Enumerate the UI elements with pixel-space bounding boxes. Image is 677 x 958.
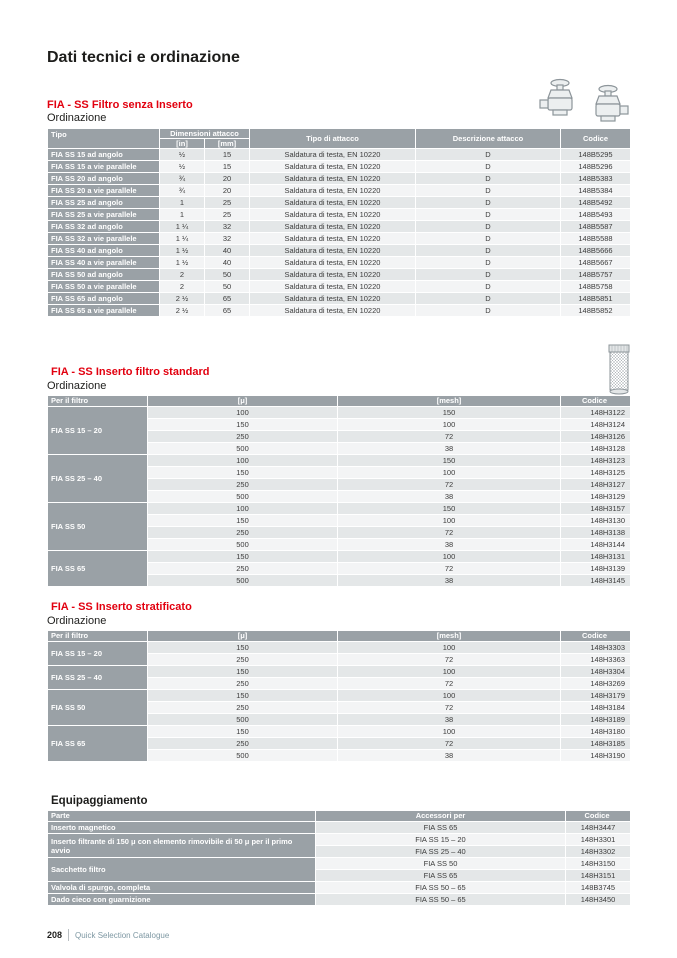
- cell-in: 1 ¼: [160, 221, 205, 233]
- table-row: [48, 197, 631, 209]
- col-header-mesh: [mesh]: [338, 396, 561, 407]
- table-row: [48, 209, 631, 221]
- cell-codice: 148B3745: [566, 882, 631, 894]
- cell-attacco: Saldatura di testa, EN 10220: [250, 161, 416, 173]
- cell-in: ½: [160, 149, 205, 161]
- cell-group-label: FIA SS 65: [48, 726, 148, 762]
- col-header-tipo: Tipo: [48, 129, 160, 149]
- cell-codice: 148B5758: [561, 281, 631, 293]
- cell-descrizione: D: [416, 173, 561, 185]
- cell-in: 2: [160, 281, 205, 293]
- cell-micron: 250: [148, 431, 338, 443]
- footer-divider: [68, 929, 69, 941]
- table-row: [48, 666, 631, 678]
- equipment-group: [48, 822, 631, 834]
- cell-tipo: FIA SS 40 a vie parallele: [48, 257, 160, 269]
- table-row: [48, 834, 631, 846]
- cell-attacco: Saldatura di testa, EN 10220: [250, 209, 416, 221]
- subheading-ordinazione-2: Ordinazione: [47, 380, 107, 392]
- cell-attacco: Saldatura di testa, EN 10220: [250, 257, 416, 269]
- cell-tipo: FIA SS 65 a vie parallele: [48, 305, 160, 317]
- cell-mesh: 72: [338, 563, 561, 575]
- cell-in: ¾: [160, 185, 205, 197]
- cell-codice: 148B5852: [561, 305, 631, 317]
- cell-codice: 148B5757: [561, 269, 631, 281]
- cell-parte: Valvola di spurgo, completa: [48, 882, 316, 894]
- col-header-micron: [μ]: [148, 631, 338, 642]
- cell-codice: 148H3157: [561, 503, 631, 515]
- table-header: [48, 631, 631, 642]
- page-number: 208: [47, 930, 63, 940]
- cell-attacco: Saldatura di testa, EN 10220: [250, 149, 416, 161]
- page-title: Dati tecnici e ordinazione: [47, 49, 240, 66]
- table-row: [48, 281, 631, 293]
- cell-mesh: 100: [338, 467, 561, 479]
- cell-parte: Inserto filtrante di 150 μ con elemento rimovibile di 50 μ per il primo avvio: [48, 834, 316, 858]
- cell-codice: 148H3180: [561, 726, 631, 738]
- cell-attacco: Saldatura di testa, EN 10220: [250, 305, 416, 317]
- cell-group-label: FIA SS 65: [48, 551, 148, 587]
- cell-descrizione: D: [416, 221, 561, 233]
- cell-in: 1 ½: [160, 245, 205, 257]
- cell-codice: 148H3123: [561, 455, 631, 467]
- cell-attacco: Saldatura di testa, EN 10220: [250, 197, 416, 209]
- cell-codice: 148H3450: [566, 894, 631, 906]
- equipaggiamento-table: [47, 810, 631, 906]
- catalogue-name: Quick Selection Catalogue: [75, 930, 170, 940]
- cell-micron: 500: [148, 491, 338, 503]
- cell-micron: 500: [148, 750, 338, 762]
- col-header-per-il-filtro: Per il filtro: [48, 396, 148, 407]
- cell-codice: 148H3302: [566, 846, 631, 858]
- cell-codice: 148H3129: [561, 491, 631, 503]
- table-row: [48, 882, 631, 894]
- cell-codice: 148B5587: [561, 221, 631, 233]
- cell-tipo: FIA SS 25 a vie parallele: [48, 209, 160, 221]
- cell-codice: 148H3269: [561, 678, 631, 690]
- cell-micron: 250: [148, 678, 338, 690]
- cell-codice: 148B5667: [561, 257, 631, 269]
- cell-mm: 15: [205, 149, 250, 161]
- cell-attacco: Saldatura di testa, EN 10220: [250, 245, 416, 257]
- cell-mm: 20: [205, 185, 250, 197]
- filter-insert-illustration: [602, 344, 636, 396]
- cell-micron: 150: [148, 419, 338, 431]
- col-header-mesh: [mesh]: [338, 631, 561, 642]
- table-row: [48, 293, 631, 305]
- cell-group-label: FIA SS 15 – 20: [48, 642, 148, 666]
- cell-mesh: 150: [338, 407, 561, 419]
- cell-in: 2 ½: [160, 305, 205, 317]
- filter-group: [48, 666, 631, 690]
- cell-mesh: 100: [338, 642, 561, 654]
- cell-micron: 500: [148, 443, 338, 455]
- table-row: [48, 305, 631, 317]
- cell-codice: 148H3184: [561, 702, 631, 714]
- col-header-accessori-per: Accessori per: [316, 811, 566, 822]
- cell-descrizione: D: [416, 281, 561, 293]
- cell-codice: 148H3151: [566, 870, 631, 882]
- cell-mesh: 100: [338, 419, 561, 431]
- table-header: [48, 129, 631, 149]
- cell-codice: 148H3304: [561, 666, 631, 678]
- cell-micron: 250: [148, 702, 338, 714]
- cell-mesh: 100: [338, 551, 561, 563]
- cell-mm: 25: [205, 209, 250, 221]
- cell-descrizione: D: [416, 269, 561, 281]
- cell-attacco: Saldatura di testa, EN 10220: [250, 281, 416, 293]
- cell-attacco: Saldatura di testa, EN 10220: [250, 269, 416, 281]
- cell-mesh: 100: [338, 515, 561, 527]
- cell-codice: 148H3122: [561, 407, 631, 419]
- cell-mesh: 38: [338, 750, 561, 762]
- equipment-group: [48, 882, 631, 894]
- cell-accessori: FIA SS 50: [316, 858, 566, 870]
- cell-attacco: Saldatura di testa, EN 10220: [250, 293, 416, 305]
- cell-mesh: 150: [338, 455, 561, 467]
- cell-accessori: FIA SS 50 – 65: [316, 894, 566, 906]
- col-header-mm: [mm]: [205, 139, 250, 149]
- cell-codice: 148B5383: [561, 173, 631, 185]
- cell-micron: 150: [148, 551, 338, 563]
- cell-codice: 148H3125: [561, 467, 631, 479]
- cell-codice: 148B5851: [561, 293, 631, 305]
- cell-descrizione: D: [416, 161, 561, 173]
- filter-group: [48, 551, 631, 587]
- cell-group-label: FIA SS 50: [48, 503, 148, 551]
- cell-micron: 250: [148, 738, 338, 750]
- cell-micron: 250: [148, 563, 338, 575]
- cell-mesh: 150: [338, 503, 561, 515]
- section-heading-inserto-standard: FIA - SS Inserto filtro standard: [51, 366, 210, 378]
- cell-mesh: 38: [338, 539, 561, 551]
- cell-mesh: 100: [338, 666, 561, 678]
- cell-codice: 148H3130: [561, 515, 631, 527]
- cell-mesh: 38: [338, 575, 561, 587]
- cell-codice: 148B5295: [561, 149, 631, 161]
- cell-mm: 25: [205, 197, 250, 209]
- cell-codice: 148B5384: [561, 185, 631, 197]
- cell-tipo: FIA SS 65 ad angolo: [48, 293, 160, 305]
- table-row: [48, 894, 631, 906]
- cell-attacco: Saldatura di testa, EN 10220: [250, 221, 416, 233]
- table-row: [48, 173, 631, 185]
- section-heading-filtro-senza-inserto: FIA - SS Filtro senza Inserto: [47, 99, 193, 111]
- col-header-per-il-filtro: Per il filtro: [48, 631, 148, 642]
- col-header-micron: [μ]: [148, 396, 338, 407]
- cell-descrizione: D: [416, 293, 561, 305]
- cell-accessori: FIA SS 50 – 65: [316, 882, 566, 894]
- cell-codice: 148B5666: [561, 245, 631, 257]
- cell-mesh: 38: [338, 443, 561, 455]
- cell-tipo: FIA SS 32 ad angolo: [48, 221, 160, 233]
- table-row: [48, 185, 631, 197]
- cell-descrizione: D: [416, 233, 561, 245]
- table-row: [48, 257, 631, 269]
- table-row: [48, 455, 631, 467]
- inserto-standard-table: [47, 395, 631, 587]
- cell-tipo: FIA SS 50 a vie parallele: [48, 281, 160, 293]
- cell-micron: 500: [148, 539, 338, 551]
- table-row: [48, 690, 631, 702]
- filter-group: [48, 407, 631, 455]
- cell-codice: 148H3150: [566, 858, 631, 870]
- cell-codice: 148H3127: [561, 479, 631, 491]
- table-row: [48, 503, 631, 515]
- cell-accessori: FIA SS 65: [316, 870, 566, 882]
- table-header: [48, 396, 631, 407]
- cell-descrizione: D: [416, 257, 561, 269]
- filter-group: [48, 503, 631, 551]
- col-header-descrizione-attacco: Descrizione attacco: [416, 129, 561, 149]
- valve-housings-illustration: [538, 76, 638, 128]
- cell-micron: 150: [148, 666, 338, 678]
- col-header-codice: Codice: [561, 396, 631, 407]
- cell-mesh: 72: [338, 431, 561, 443]
- cell-codice: 148H3126: [561, 431, 631, 443]
- cell-codice: 148B5588: [561, 233, 631, 245]
- table-row: [48, 822, 631, 834]
- cell-micron: 150: [148, 726, 338, 738]
- cell-micron: 150: [148, 690, 338, 702]
- table-row: [48, 726, 631, 738]
- table-row: [48, 551, 631, 563]
- table-row: [48, 221, 631, 233]
- cell-mesh: 100: [338, 726, 561, 738]
- cell-codice: 148H3128: [561, 443, 631, 455]
- cell-tipo: FIA SS 32 a vie parallele: [48, 233, 160, 245]
- cell-in: 1 ½: [160, 257, 205, 269]
- cell-codice: 148H3179: [561, 690, 631, 702]
- equipment-group: [48, 894, 631, 906]
- cell-in: 2 ½: [160, 293, 205, 305]
- cell-descrizione: D: [416, 197, 561, 209]
- filtro-senza-inserto-table: [47, 128, 631, 317]
- cell-mesh: 72: [338, 479, 561, 491]
- cell-mm: 50: [205, 281, 250, 293]
- cell-codice: 148H3189: [561, 714, 631, 726]
- cell-micron: 150: [148, 515, 338, 527]
- cell-codice: 148H3447: [566, 822, 631, 834]
- cell-codice: 148H3190: [561, 750, 631, 762]
- cell-micron: 250: [148, 527, 338, 539]
- cell-codice: 148H3185: [561, 738, 631, 750]
- table-row: [48, 858, 631, 870]
- cell-tipo: FIA SS 50 ad angolo: [48, 269, 160, 281]
- cell-in: ½: [160, 161, 205, 173]
- cell-descrizione: D: [416, 305, 561, 317]
- col-header-parte: Parte: [48, 811, 316, 822]
- cell-parte: Inserto magnetico: [48, 822, 316, 834]
- cell-group-label: FIA SS 25 – 40: [48, 455, 148, 503]
- cell-accessori: FIA SS 15 – 20: [316, 834, 566, 846]
- cell-descrizione: D: [416, 185, 561, 197]
- cell-codice: 148B5493: [561, 209, 631, 221]
- section-heading-equipaggiamento: Equipaggiamento: [51, 795, 148, 807]
- cell-attacco: Saldatura di testa, EN 10220: [250, 185, 416, 197]
- cell-mm: 40: [205, 257, 250, 269]
- cell-descrizione: D: [416, 245, 561, 257]
- cell-micron: 100: [148, 407, 338, 419]
- equipment-group: [48, 858, 631, 882]
- cell-mesh: 100: [338, 690, 561, 702]
- cell-codice: 148H3124: [561, 419, 631, 431]
- cell-codice: 148B5492: [561, 197, 631, 209]
- cell-mm: 32: [205, 221, 250, 233]
- cell-micron: 500: [148, 714, 338, 726]
- cell-in: 1: [160, 197, 205, 209]
- cell-attacco: Saldatura di testa, EN 10220: [250, 233, 416, 245]
- cell-mesh: 72: [338, 702, 561, 714]
- cell-in: 1: [160, 209, 205, 221]
- col-header-codice: Codice: [566, 811, 631, 822]
- subheading-ordinazione-3: Ordinazione: [47, 615, 107, 627]
- table-header: [48, 811, 631, 822]
- cell-codice: 148B5296: [561, 161, 631, 173]
- col-header-in: [in]: [160, 139, 205, 149]
- cell-accessori: FIA SS 65: [316, 822, 566, 834]
- cell-micron: 500: [148, 575, 338, 587]
- cell-tipo: FIA SS 40 ad angolo: [48, 245, 160, 257]
- col-header-dimensioni-attacco: Dimensioni attacco: [160, 129, 250, 139]
- cell-micron: 150: [148, 467, 338, 479]
- page-footer: [47, 929, 169, 941]
- cell-group-label: FIA SS 15 – 20: [48, 407, 148, 455]
- cell-tipo: FIA SS 20 a vie parallele: [48, 185, 160, 197]
- col-header-codice: Codice: [561, 129, 631, 149]
- filter-group: [48, 455, 631, 503]
- cell-group-label: FIA SS 50: [48, 690, 148, 726]
- cell-mesh: 72: [338, 527, 561, 539]
- cell-codice: 148H3139: [561, 563, 631, 575]
- cell-tipo: FIA SS 15 a vie parallele: [48, 161, 160, 173]
- col-header-codice: Codice: [561, 631, 631, 642]
- cell-mm: 65: [205, 305, 250, 317]
- col-header-tipo-di-attacco: Tipo di attacco: [250, 129, 416, 149]
- table-row: [48, 233, 631, 245]
- filter-group: [48, 690, 631, 726]
- cell-descrizione: D: [416, 209, 561, 221]
- cell-mesh: 72: [338, 678, 561, 690]
- cell-micron: 100: [148, 503, 338, 515]
- equipment-group: [48, 834, 631, 858]
- cell-parte: Dado cieco con guarnizione: [48, 894, 316, 906]
- cell-attacco: Saldatura di testa, EN 10220: [250, 173, 416, 185]
- subheading-ordinazione-1: Ordinazione: [47, 112, 107, 124]
- cell-micron: 250: [148, 654, 338, 666]
- cell-in: ¾: [160, 173, 205, 185]
- cell-parte: Sacchetto filtro: [48, 858, 316, 882]
- cell-mesh: 38: [338, 714, 561, 726]
- cell-mm: 32: [205, 233, 250, 245]
- table-row: [48, 161, 631, 173]
- filter-group: [48, 642, 631, 666]
- cell-mm: 20: [205, 173, 250, 185]
- cell-mm: 15: [205, 161, 250, 173]
- table-row: [48, 407, 631, 419]
- cell-codice: 148H3145: [561, 575, 631, 587]
- cell-mm: 50: [205, 269, 250, 281]
- cell-micron: 250: [148, 479, 338, 491]
- cell-tipo: FIA SS 15 ad angolo: [48, 149, 160, 161]
- cell-mesh: 72: [338, 654, 561, 666]
- cell-codice: 148H3303: [561, 642, 631, 654]
- table-row: [48, 642, 631, 654]
- table-row: [48, 149, 631, 161]
- cell-descrizione: D: [416, 149, 561, 161]
- cell-mesh: 38: [338, 491, 561, 503]
- cell-in: 1 ¼: [160, 233, 205, 245]
- cell-tipo: FIA SS 20 ad angolo: [48, 173, 160, 185]
- table-row: [48, 245, 631, 257]
- cell-micron: 100: [148, 455, 338, 467]
- cell-codice: 148H3144: [561, 539, 631, 551]
- cell-codice: 148H3301: [566, 834, 631, 846]
- cell-tipo: FIA SS 25 ad angolo: [48, 197, 160, 209]
- cell-codice: 148H3363: [561, 654, 631, 666]
- cell-group-label: FIA SS 25 – 40: [48, 666, 148, 690]
- cell-in: 2: [160, 269, 205, 281]
- section-heading-inserto-stratificato: FIA - SS Inserto stratificato: [51, 601, 192, 613]
- cell-mm: 40: [205, 245, 250, 257]
- cell-mm: 65: [205, 293, 250, 305]
- cell-micron: 150: [148, 642, 338, 654]
- cell-codice: 148H3138: [561, 527, 631, 539]
- table-row: [48, 269, 631, 281]
- inserto-stratificato-table: [47, 630, 631, 762]
- cell-accessori: FIA SS 25 – 40: [316, 846, 566, 858]
- cell-mesh: 72: [338, 738, 561, 750]
- filter-group: [48, 726, 631, 762]
- cell-codice: 148H3131: [561, 551, 631, 563]
